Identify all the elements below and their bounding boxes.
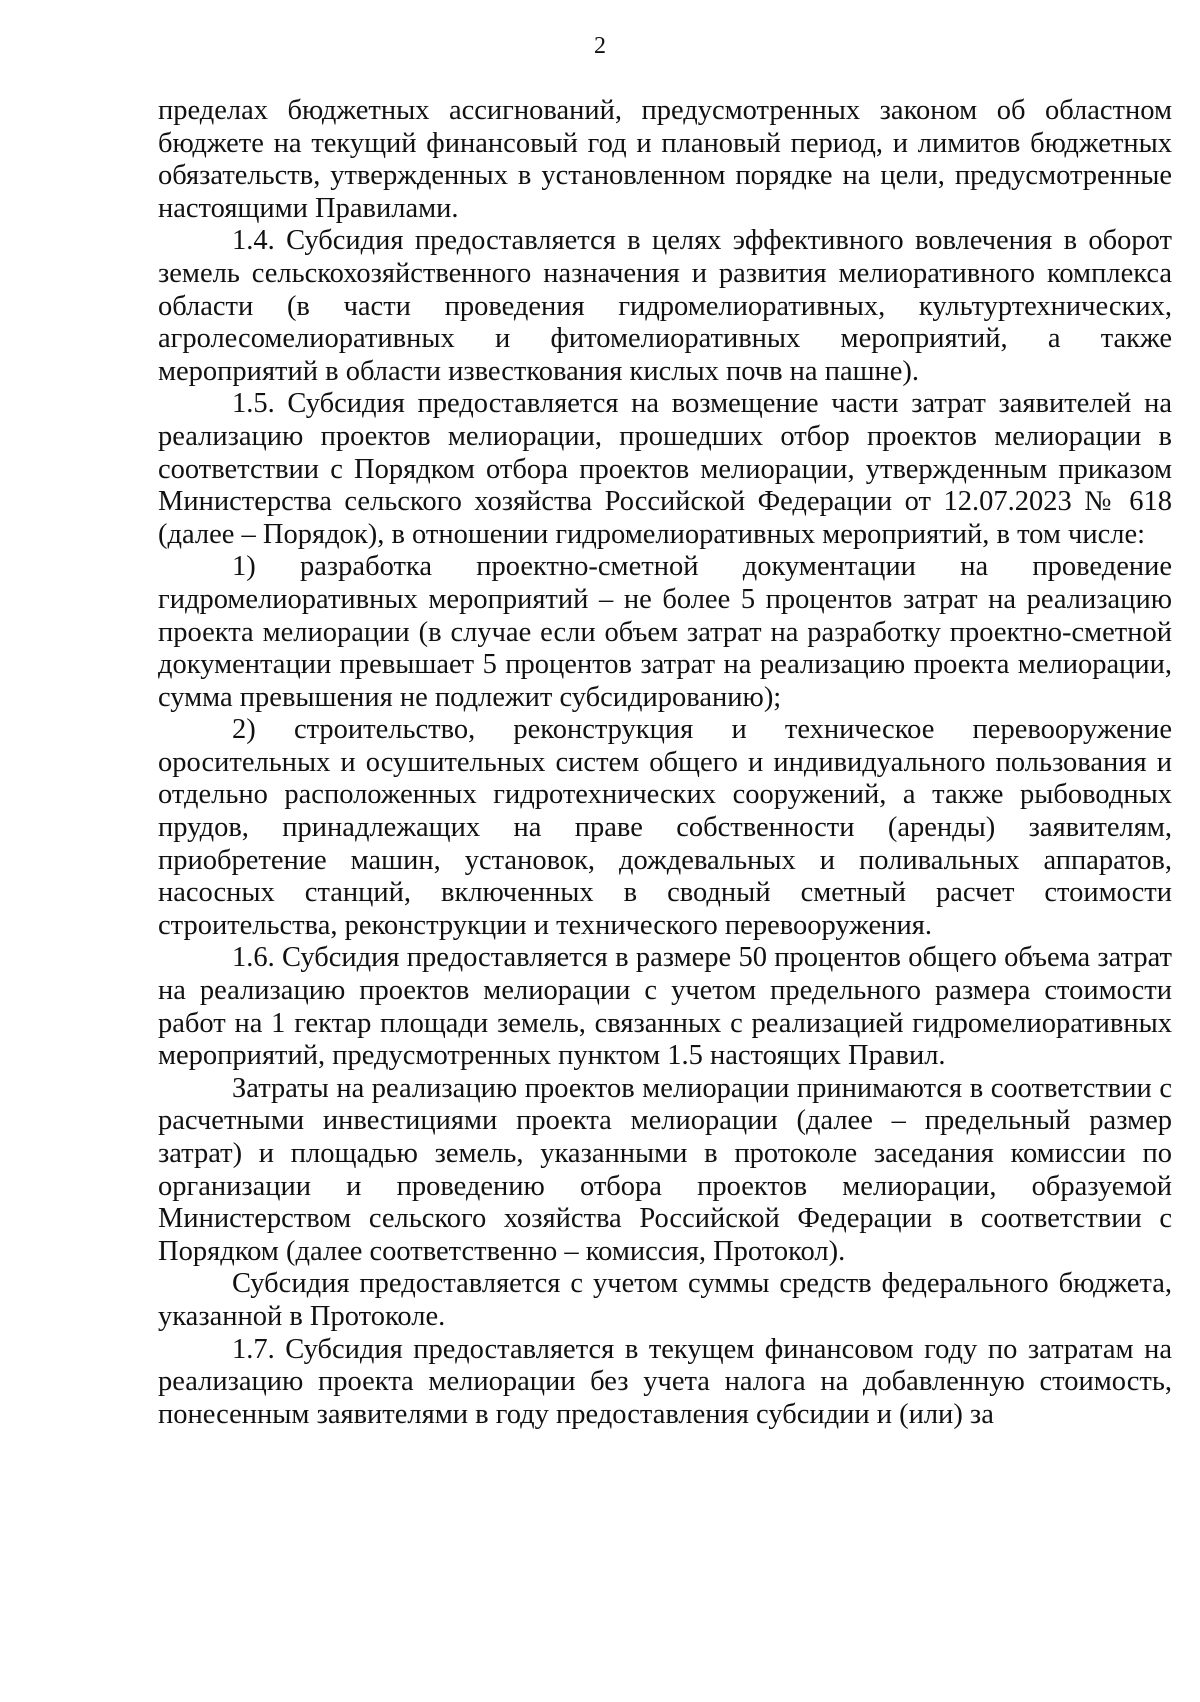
- list-item-1: 1) разработка проектно-сметной документации на проведение гидромелиоративных мероприятий – не более 5 процентов затрат на реализацию проекта мелиорации (в случае если объем затрат на разработку проектно-сметной документации превышает 5 процентов затрат на реализацию проекта мелиорации, сумма превышения не подлежит субсидированию);: [158, 551, 1172, 713]
- paragraph-costs: Затраты на реализацию проектов мелиорации принимаются в соответствии с расчетными инвестициями проекта мелиорации (далее – предельный размер затрат) и площадью земель, указанными в протоколе заседания комиссии по организации и проведению отбора проектов мелиорации, образуемой Министерством сельского хозяйства Российской Федерации в соответствии с Порядком (далее соответственно – комиссия, Протокол).: [158, 1072, 1172, 1267]
- paragraph-1-6: 1.6. Субсидия предоставляется в размере 50 процентов общего объема затрат на реализацию проектов мелиорации с учетом предельного размера стоимости работ на 1 гектар площади земель, связанных с реализацией гидромелиоративных мероприятий, предусмотренных пунктом 1.5 настоящих Правил.: [158, 942, 1172, 1072]
- paragraph-1-7: 1.7. Субсидия предоставляется в текущем финансовом году по затратам на реализацию проекта мелиорации без учета налога на добавленную стоимость, понесенным заявителями в году предоставления субсидии и (или) за: [158, 1333, 1172, 1430]
- paragraph-continuation: пределах бюджетных ассигнований, предусмотренных законом об областном бюджете на текущий финансовый год и плановый период, и лимитов бюджетных обязательств, утвержденных в установленном порядке на цели, предусмотренные настоящими Правилами.: [158, 95, 1172, 224]
- paragraph-1-4: 1.4. Субсидия предоставляется в целях эффективного вовлечения в оборот земель сельскохозяйственного назначения и развития мелиоративного комплекса области (в части проведения гидромелиоративных, культуртехнических, агролесомелиоративных и фитомелиоративных мероприятий, а также мероприятий в области известкования кислых почв на пашне).: [158, 225, 1172, 387]
- list-item-2: 2) строительство, реконструкция и техническое перевооружение оросительных и осушительных систем общего и индивидуального пользования и отдельно расположенных гидротехнических сооружений, а также рыбоводных прудов, принадлежащих на праве собственности (аренды) заявителям, приобретение машин, установок, дождевальных и поливальных аппаратов, насосных станций, включенных в сводный сметный расчет стоимости строительства, реконструкции и технического перевооружения.: [158, 714, 1172, 941]
- document-body: [158, 95, 1172, 1431]
- paragraph-federal-budget: Субсидия предоставляется с учетом суммы средств федерального бюджета, указанной в Протоколе.: [158, 1268, 1172, 1332]
- paragraph-1-5: 1.5. Субсидия предоставляется на возмещение части затрат заявителей на реализацию проектов мелиорации, прошедших отбор проектов мелиорации в соответствии с Порядком отбора проектов мелиорации, утвержденным приказом Министерства сельского хозяйства Российской Федерации от 12.07.2023 № 618 (далее – Порядок), в отношении гидромелиоративных мероприятий, в том числе:: [158, 388, 1172, 550]
- page-number: 2: [594, 33, 606, 59]
